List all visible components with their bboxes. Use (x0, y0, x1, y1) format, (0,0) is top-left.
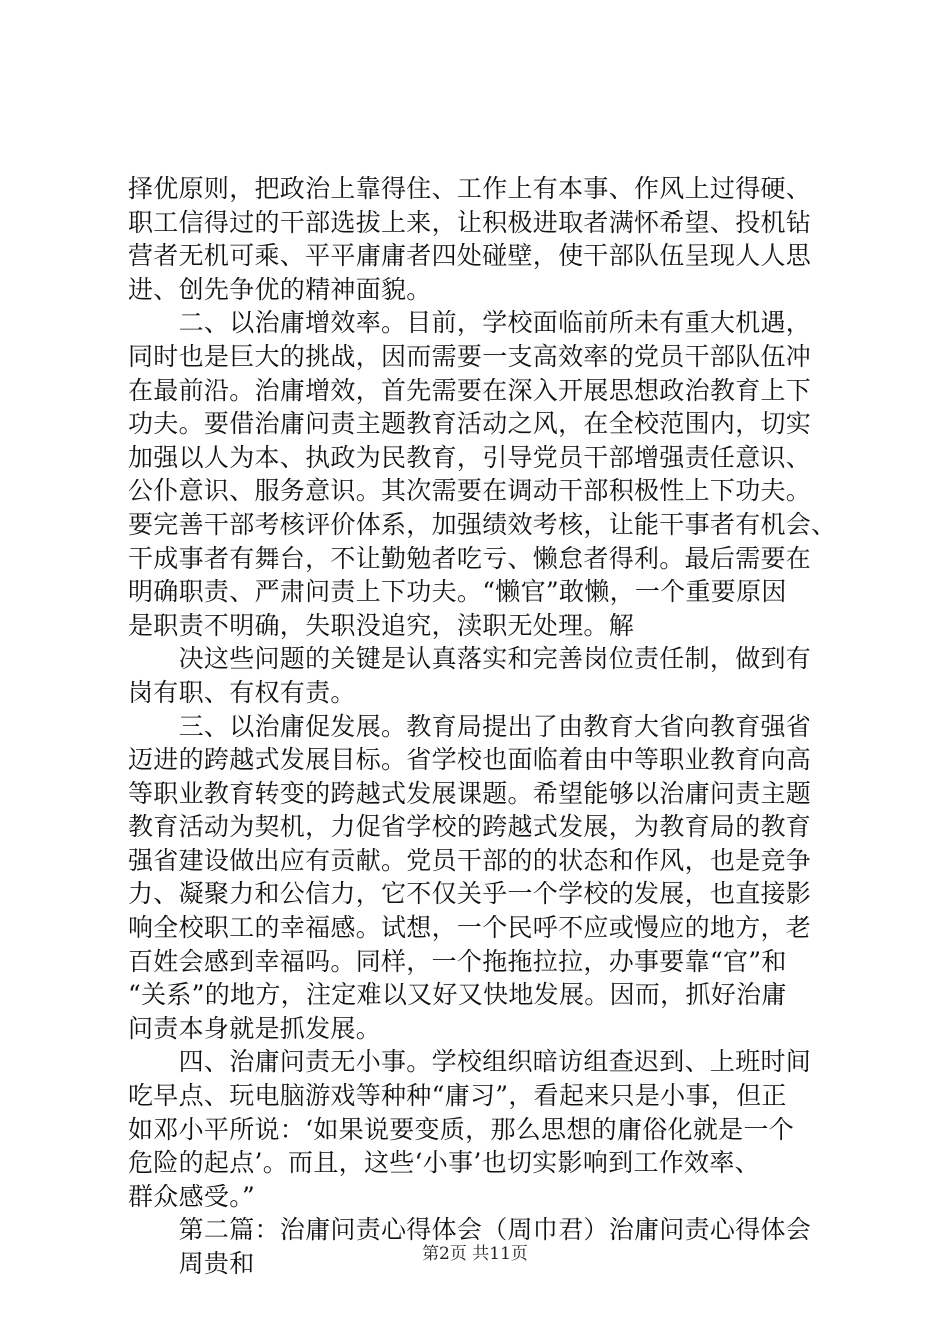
text-line: 岗有职、有权有责。 (128, 677, 356, 707)
text-line: 进、创先争优的精神面貌。 (128, 274, 432, 304)
text-line: 力、凝聚力和公信力，它不仅关乎一个学校的发展，也直接影 (128, 879, 812, 909)
text-line: 周贵和 (128, 1249, 255, 1278)
text-line: 明确职责、严肃问责上下功夫。“懒官”敢懒，一个重要原因 (128, 577, 787, 607)
text-line: 营者无机可乘、平平庸庸者四处碰壁，使干部队伍呈现人人思 (128, 241, 812, 271)
document-body (128, 172, 848, 1281)
text-line: 如邓小平所说：‘如果说要变质，那么思想的庸俗化就是一个 (128, 1114, 795, 1144)
text-line: 是职责不明确，失职没追究，渎职无处理。解 (128, 610, 635, 640)
text-line: 吃早点、玩电脑游戏等种种“庸习”，看起来只是小事，但正 (128, 1081, 787, 1111)
text-line: 第二篇：治庸问责心得体会（周巾君）治庸问责心得体会 (128, 1215, 812, 1245)
text-line: 加强以人为本、执政为民教育，引导党员干部增强责任意识、 (128, 442, 812, 472)
text-line: 决这些问题的关键是认真落实和完善岗位责任制，做到有 (128, 644, 812, 674)
text-line: 四、治庸问责无小事。学校组织暗访组查迟到、上班时间 (128, 1047, 812, 1077)
text-line: 群众感受。” (128, 1181, 256, 1211)
text-line: 等职业教育转变的跨越式发展课题。希望能够以治庸问责主题 (128, 778, 812, 808)
text-line: 择优原则，把政治上靠得住、工作上有本事、作风上过得硬、 (128, 174, 812, 203)
page-number: 第2页 共11页 (422, 1244, 528, 1264)
text-line: 响全校职工的幸福感。试想，一个民呼不应或慢应的地方，老 (128, 913, 812, 943)
text-line: 在最前沿。治庸增效，首先需要在深入开展思想政治教育上下 (128, 375, 812, 405)
text-line: 干成事者有舞台，不让勤勉者吃亏、懒怠者得利。最后需要在 (128, 543, 812, 573)
text-line: 功夫。要借治庸问责主题教育活动之风，在全校范围内，切实 (128, 409, 812, 439)
text-line: 强省建设做出应有贡献。党员干部的的状态和作风，也是竞争 (128, 845, 812, 875)
text-line: “关系”的地方，注定难以又好又快地发展。因而，抓好治庸 (128, 980, 787, 1010)
text-line: 要完善干部考核评价体系，加强绩效考核，让能干事者有机会、 (128, 509, 837, 539)
text-line: 迈进的跨越式发展目标。省学校也面临着由中等职业教育向高 (128, 745, 812, 775)
text-line: 二、以治庸增效率。目前，学校面临前所未有重大机遇， (128, 308, 812, 338)
text-line: 百姓会感到幸福吗。同样，一个拖拖拉拉，办事要靠“官”和 (128, 946, 787, 976)
text-line: 同时也是巨大的挑战，因而需要一支高效率的党员干部队伍冲 (128, 341, 812, 371)
text-line: 问责本身就是抓发展。 (128, 1013, 382, 1043)
text-line: 职工信得过的干部选拔上来，让积极进取者满怀希望、投机钻 (128, 207, 812, 237)
text-line: 公仆意识、服务意识。其次需要在调动干部积极性上下功夫。 (128, 476, 812, 506)
text-line: 三、以治庸促发展。教育局提出了由教育大省向教育强省 (128, 711, 812, 741)
text-line: 教育活动为契机，力促省学校的跨越式发展，为教育局的教育 (128, 812, 812, 842)
text-line: 危险的起点’。而且，这些‘小事’也切实影响到工作效率、 (128, 1148, 760, 1178)
